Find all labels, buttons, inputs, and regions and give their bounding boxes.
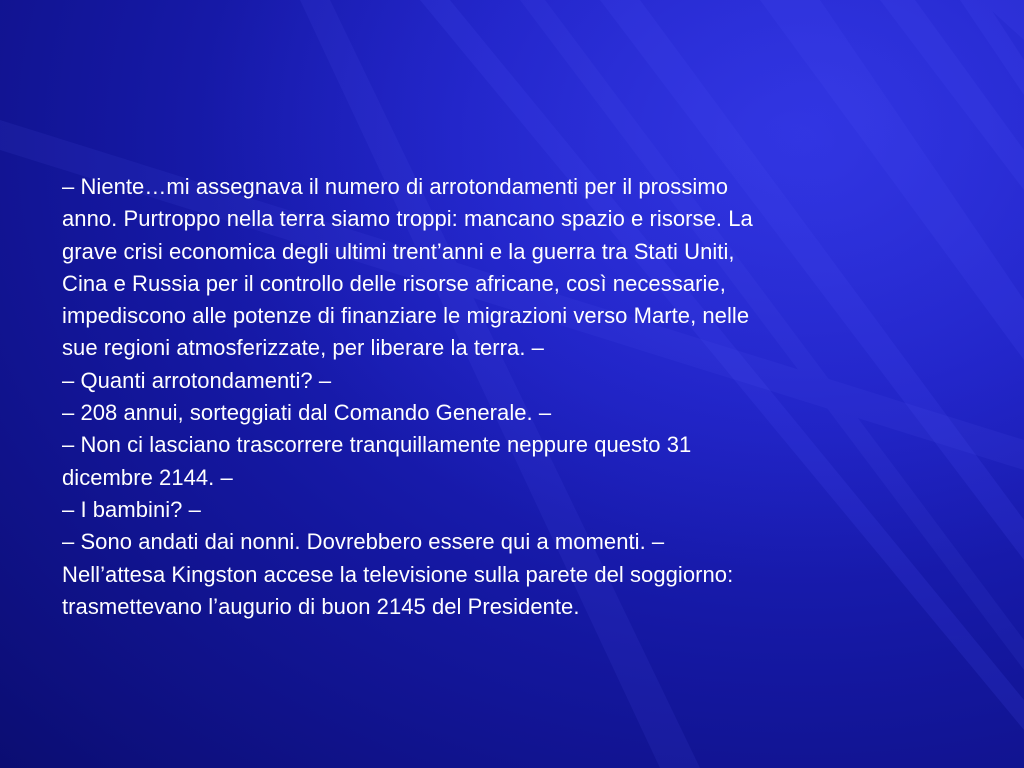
text-line: trasmettevano l’augurio di buon 2145 del Presidente.: [62, 593, 580, 619]
text-line: – Sono andati dai nonni. Dovrebbero essere qui a momenti. –: [62, 529, 665, 555]
text-line: – Quanti arrotondamenti? –: [62, 367, 332, 393]
text-line: – Niente…mi assegnava il numero di arrotondamenti per il prossimo: [62, 174, 728, 199]
text-line: Cina e Russia per il controllo delle risorse africane, così necessarie,: [62, 270, 726, 296]
text-line: – 208 annui, sorteggiati dal Comando Generale. –: [62, 400, 552, 426]
text-line: Nell’attesa Kingston accese la televisione sulla parete del soggiorno:: [62, 561, 734, 587]
text-line: – Non ci lasciano trascorrere tranquillamente neppure questo 31: [62, 432, 692, 458]
text-line: grave crisi economica degli ultimi trent’anni e la guerra tra Stati Uniti,: [62, 238, 735, 264]
text-line: impediscono alle potenze di finanziare le migrazioni verso Marte, nelle: [62, 303, 750, 329]
text-line: anno. Purtroppo nella terra siamo troppi: mancano spazio e risorse. La: [62, 206, 753, 232]
body-text: [62, 171, 982, 623]
text-line: – I bambini? –: [62, 496, 201, 522]
text-line: sue regioni atmosferizzate, per liberare la terra. –: [62, 335, 544, 361]
text-line: dicembre 2144. –: [62, 464, 233, 490]
